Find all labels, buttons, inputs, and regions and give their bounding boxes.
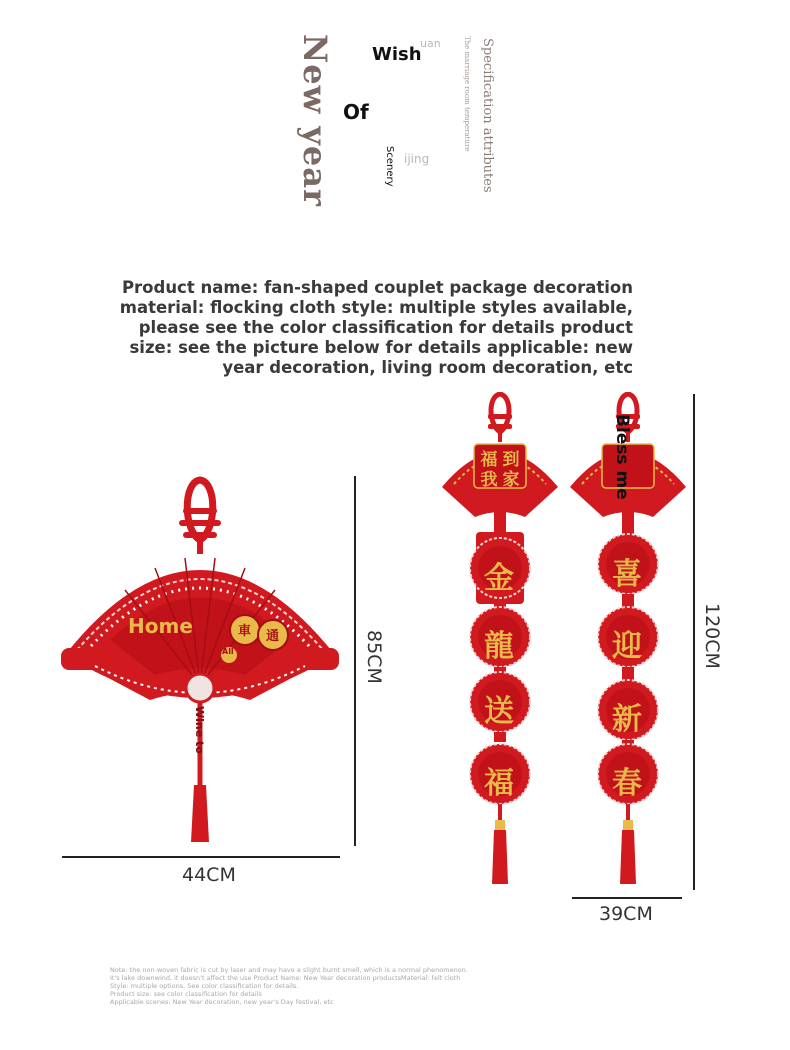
product-description (110, 278, 633, 378)
fan-small-tag: All (222, 647, 234, 656)
fan-decoration-image (55, 470, 345, 855)
right-couplet-char: 喜 (612, 557, 642, 592)
left-couplet-tassel (492, 804, 508, 884)
footnote-line: Product size: see color classification for details (110, 990, 262, 998)
fan-width-line (62, 856, 340, 858)
left-couplet-char: 送 (484, 694, 514, 729)
couplet-height-line (693, 394, 695, 890)
left-header-char: 家 (502, 470, 520, 490)
couplet-width-line (572, 897, 682, 899)
description-line: please see the color classification for details product (138, 318, 633, 337)
new-year-title: New year (296, 34, 334, 207)
right-couplet-tassel (620, 804, 636, 884)
fan-height-line (354, 476, 356, 846)
fan-width-label: 44CM (182, 864, 236, 886)
left-couplet-char: 龍 (484, 629, 514, 664)
wish-label: Wish (372, 44, 422, 65)
footnote-line: Note: the non-woven fabric is cut by laser and may have a slight burnt smell, which is a normal phenomenon. (110, 966, 468, 974)
left-couplet-header-text (478, 450, 522, 490)
right-couplet-char: 春 (612, 766, 642, 801)
bless-me-label: Bless me (612, 414, 632, 500)
left-couplet-char: 福 (484, 766, 514, 801)
fan-body (61, 558, 339, 702)
left-couplet-knot (488, 394, 512, 442)
fan-home-label: Home (128, 614, 193, 638)
specification-title: Specification attributes (480, 38, 495, 193)
footnote-line: It's lake downwind, it doesn't affect the use Product Name: New Year decoration productsMaterial: felt cloth (110, 974, 461, 982)
couplet-height-label: 120CM (701, 603, 723, 669)
description-line: year decoration, living room decoration, etc (222, 358, 633, 377)
footnote (110, 966, 570, 1006)
fan-medallion-char-1: 車 (238, 624, 252, 639)
fan-tassel-label: Wine to (193, 706, 206, 754)
specification-subtitle: The marriage room temperature (463, 36, 471, 152)
fan-medallion-char-2: 通 (266, 629, 280, 644)
left-header-char: 福 (480, 450, 498, 470)
footnote-line: Style: multiple options. See color classification for details. (110, 982, 299, 990)
description-line: material: flocking cloth style: multiple styles available, (119, 298, 633, 317)
description-line: Product name: fan-shaped couplet package decoration (121, 278, 633, 297)
couplet-width-label: 39CM (599, 903, 653, 925)
of-label: Of (343, 100, 369, 124)
left-header-char: 我 (480, 470, 498, 490)
footnote-line: Applicable scenes: New Year decoration, new year's Day festival, etc (110, 998, 334, 1006)
right-couplet-char: 迎 (612, 629, 642, 664)
fan-height-label: 85CM (363, 630, 385, 684)
scenery-label: Scenery (384, 146, 395, 187)
right-couplet-char: 新 (612, 702, 642, 737)
left-header-char: 到 (502, 450, 520, 470)
left-couplet-char: 金 (484, 561, 514, 596)
ghost-text-dan: uan (420, 37, 441, 50)
ghost-text-jing: ijing (404, 152, 430, 166)
hanging-knot (179, 480, 221, 554)
description-line: size: see the picture below for details applicable: new (129, 338, 633, 357)
